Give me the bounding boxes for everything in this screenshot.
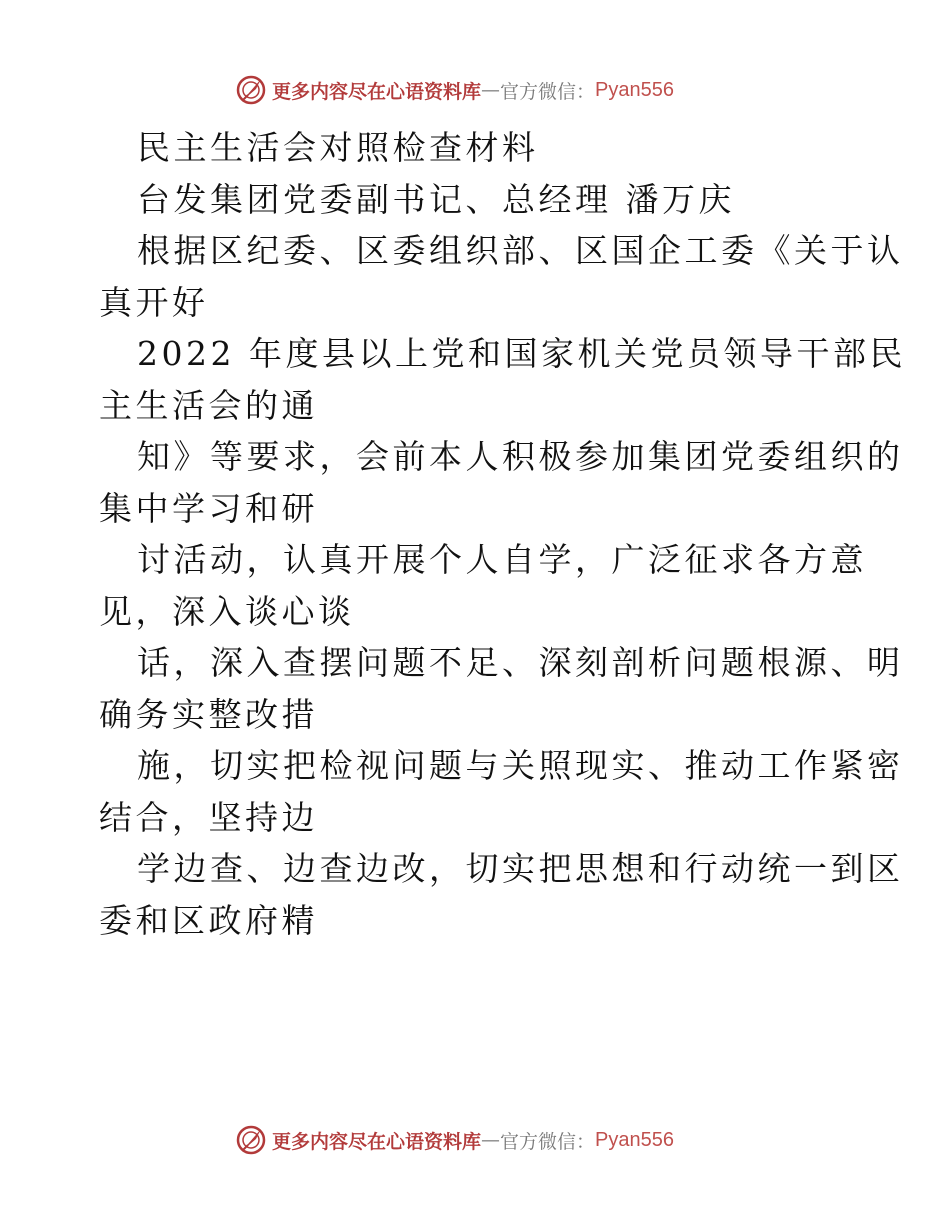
body-line: 委和区政府精 — [99, 900, 318, 940]
watermark-wechat-id: Pyan556 — [595, 78, 674, 101]
watermark-wechat-id: Pyan556 — [595, 1128, 674, 1151]
body-line: 根据区纪委、区委组织部、区国企工委《关于认 — [137, 231, 904, 270]
body-line: 真开好 — [99, 282, 209, 322]
footer-watermark — [234, 1122, 674, 1158]
body-line: 讨活动，认真开展个人自学，广泛征求各方意 — [137, 540, 867, 579]
document-title: 民主生活会对照检查材料 — [137, 128, 539, 167]
body-line: 主生活会的通 — [99, 385, 318, 425]
watermark-text: 更多内容尽在心语资料库 — [272, 1130, 482, 1153]
quill-logo-icon — [234, 73, 268, 107]
body-line: 学边查、边查边改，切实把思想和行动统一到区 — [137, 849, 904, 888]
body-line: 施，切实把检视问题与关照现实、推动工作紧密 — [137, 746, 904, 785]
body-line: 集中学习和研 — [99, 488, 318, 528]
document-body — [99, 122, 906, 946]
body-line: 确务实整改措 — [99, 694, 318, 734]
watermark-wechat-label: 官方微信： — [500, 80, 596, 103]
body-line: 2022 年度县以上党和国家机关党员领导干部民 — [137, 334, 906, 373]
watermark-dash: — — [481, 1129, 501, 1151]
watermark-text: 更多内容尽在心语资料库 — [272, 80, 482, 103]
watermark-dash: — — [481, 79, 501, 101]
body-line: 知》等要求，会前本人积极参加集团党委组织的 — [137, 437, 904, 476]
quill-logo-icon — [234, 1123, 268, 1157]
header-watermark — [234, 72, 674, 108]
body-line: 话，深入查摆问题不足、深刻剖析问题根源、明 — [137, 643, 904, 682]
body-line: 结合，坚持边 — [99, 797, 318, 837]
watermark-wechat-label: 官方微信： — [500, 1130, 596, 1153]
body-line: 见，深入谈心谈 — [99, 591, 355, 631]
document-author: 台发集团党委副书记、总经理 潘万庆 — [137, 179, 735, 219]
